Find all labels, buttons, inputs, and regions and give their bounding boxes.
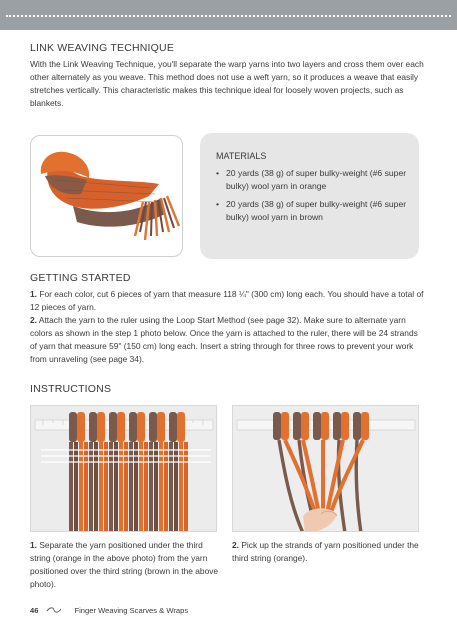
page-footer [30, 606, 188, 615]
materials-item-brown: • 20 yards (38 g) of super bulky-weight (#6 super bulky) wool yarn in brown [216, 198, 412, 224]
page-title: LINK WEAVING TECHNIQUE [30, 42, 175, 54]
dotted-rule [6, 15, 451, 17]
materials-title: MATERIALS [216, 151, 267, 161]
page-number: 46 [30, 606, 39, 615]
materials-list [216, 167, 412, 229]
materials-item-orange: • 20 yards (38 g) of super bulky-weight (#6 super bulky) wool yarn in orange [216, 167, 412, 193]
step-text: For each color, cut 6 pieces of yarn that measure 118 ¼" (300 cm) long each. You should have a total of 12 pieces of yarn. [30, 289, 424, 312]
step-number: 2. [30, 315, 37, 325]
instructions-title: INSTRUCTIONS [30, 383, 112, 395]
scarf-photo [30, 135, 183, 257]
caption-step-1 [30, 539, 220, 591]
getting-started-step-1 [30, 288, 426, 314]
caption-number: 2. [232, 540, 239, 550]
book-title: Finger Weaving Scarves & Wraps [74, 606, 189, 615]
intro-paragraph: With the Link Weaving Technique, you'll separate the warp yarns into two layers and cross them over each other alternately as you weave. This method does not use a weft yarn, so it produces a weave that easily stretches vertically. This characteristic makes this technique ideal for loosely woven projects, such as blankets. [30, 59, 424, 108]
caption-text: Pick up the strands of yarn positioned under the third string (orange). [232, 540, 419, 563]
getting-started-step-2 [30, 314, 426, 366]
step-2-photo [232, 405, 419, 532]
top-band [0, 0, 457, 30]
materials-panel [200, 133, 419, 259]
caption-number: 1. [30, 540, 37, 550]
wave-ornament-icon [46, 606, 62, 615]
step-text: Attach the yarn to the ruler using the Loop Start Method (see page 32). Make sure to alternate yarn colors as shown in the step 1 photo below. Once the yarn is attached to the ruler, there will be 24 strands of yarn that measure 59" (150 cm) long each. Insert a string through for three rows to prevent your work from unraveling (see page 34). [30, 315, 418, 364]
step-1-photo [30, 405, 217, 532]
getting-started-title: GETTING STARTED [30, 272, 131, 284]
step-number: 1. [30, 289, 37, 299]
caption-text: Separate the yarn positioned under the third string (orange in the above photo) from the yarn positioned over the third string (brown in the above photo). [30, 540, 219, 589]
caption-step-2 [232, 539, 422, 565]
